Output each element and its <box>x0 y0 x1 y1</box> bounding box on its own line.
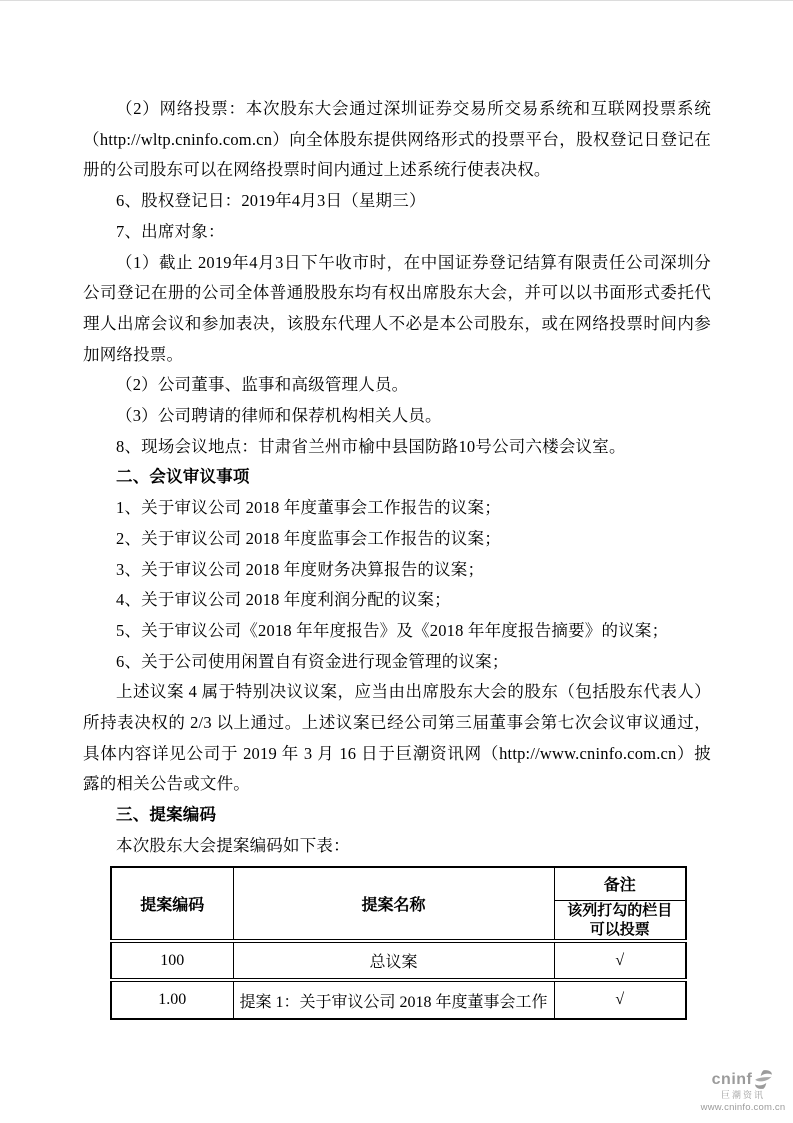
paragraph-attendees-1: （1）截止 2019年4月3日下午收市时，在中国证券登记结算有限责任公司深圳分公司登记在册的公司全体普通股股东均有权出席股东大会，并可以以书面形式委托代理人出席会议和参加表决，该股东代理人不必是本公司股东，或在网络投票时间内参加网络投票。 <box>83 252 711 364</box>
paragraph-proposal-6: 6、关于公司使用闲置自有资金进行现金管理的议案； <box>116 651 509 671</box>
table-row <box>111 980 686 1019</box>
section-heading-2: 二、会议审议事项 <box>116 468 250 487</box>
paragraph-proposal-2: 2、关于审议公司 2018 年度监事会工作报告的议案； <box>116 528 501 548</box>
table-header-remark-sub: 该列打勾的栏目可以投票 <box>554 901 686 942</box>
table-row <box>111 941 686 980</box>
paragraph-table-intro: 本次股东大会提案编码如下表： <box>116 835 350 855</box>
cninfo-logo-row <box>712 1069 775 1090</box>
paragraph-proposal-4: 4、关于审议公司 2018 年度利润分配的议案； <box>116 590 451 610</box>
paragraph-special-resolution: 上述议案 4 属于特别决议议案，应当由出席股东大会的股东（包括股东代表人）所持表决权的 2/3 以上通过。上述议案已经公司第三届董事会第七次会议审议通过，具体内容详见公司于 2019 年 3 月 16 日于巨潮资讯网（http://www.cninfo.com.cn）披露的相关公告或文件。 <box>83 682 711 794</box>
table-header-proposal-code: 提案编码 <box>111 867 233 942</box>
paragraph-record-date: 6、股权登记日：2019年4月3日（星期三） <box>116 191 426 211</box>
paragraph-proposal-3: 3、关于审议公司 2018 年度财务决算报告的议案； <box>116 559 485 579</box>
cell-remark-check: √ <box>554 980 686 1019</box>
cell-proposal-code: 1.00 <box>111 980 233 1019</box>
cell-remark-check: √ <box>554 941 686 980</box>
paragraph-attendees-3: （3）公司聘请的律师和保荐机构相关人员。 <box>116 406 442 426</box>
paragraph-proposal-5: 5、关于审议公司《2018 年年度报告》及《2018 年年度报告摘要》的议案； <box>116 620 669 640</box>
paragraph-network-voting: （2）网络投票：本次股东大会通过深圳证券交易所交易系统和互联网投票系统（http://wltp.cninfo.com.cn）向全体股东提供网络形式的投票平台，股权登记日登记在册的公司股东可以在网络投票时间内通过上述系统行使表决权。 <box>83 99 711 180</box>
paragraph-proposal-1: 1、关于审议公司 2018 年度董事会工作报告的议案； <box>116 498 501 518</box>
cninfo-url: www.cninfo.com.cn <box>700 1101 786 1113</box>
document-body <box>83 94 711 1020</box>
paragraph-attendees-title: 7、出席对象： <box>116 221 225 241</box>
paragraph-attendees-2: （2）公司董事、监事和高级管理人员。 <box>116 375 409 395</box>
proposal-code-table <box>110 866 687 1021</box>
table-header-remark: 备注 <box>554 867 686 901</box>
cell-proposal-name: 提案 1：关于审议公司 2018 年度董事会工作 <box>233 980 554 1019</box>
paragraph-venue: 8、现场会议地点：甘肃省兰州市榆中县国防路10号公司六楼会议室。 <box>116 436 626 456</box>
cninfo-swirl-icon <box>752 1068 776 1092</box>
cninfo-watermark <box>700 1069 786 1113</box>
section-heading-3: 三、提案编码 <box>116 806 217 825</box>
cell-proposal-name: 总议案 <box>233 941 554 980</box>
cninfo-brand-text: cninf <box>711 1070 753 1088</box>
cell-proposal-code: 100 <box>111 941 233 980</box>
table-header-proposal-name: 提案名称 <box>233 867 554 942</box>
cninfo-caption: 巨潮资讯 <box>720 1090 765 1100</box>
